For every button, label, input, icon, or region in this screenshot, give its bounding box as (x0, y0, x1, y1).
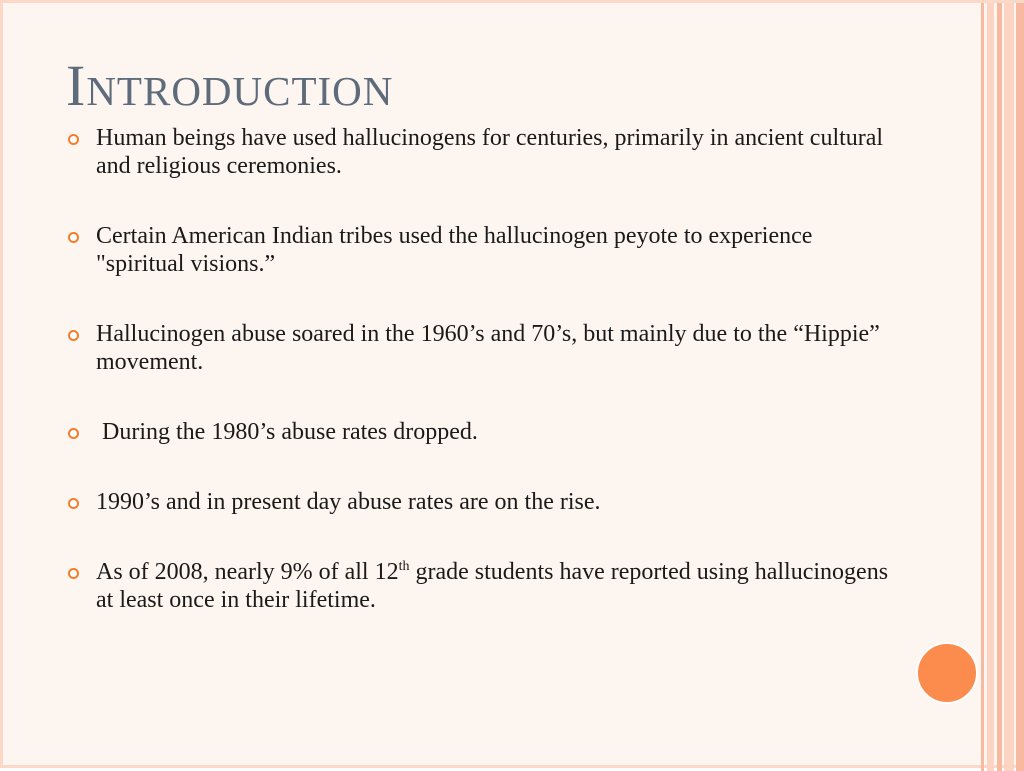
ordinal-superscript: th (398, 559, 410, 574)
bullet-text: Human beings have used hallucinogens for centuries, primarily in ancient cultural and religious ceremonies. (96, 125, 884, 179)
bullet-circle-icon (68, 330, 79, 341)
bullet-text-after: grade students have reported using hallucinogens at least once in their lifetime. (96, 559, 889, 613)
bullet-item (66, 488, 896, 516)
bullet-text: 1990’s and in present day abuse rates are on the rise. (96, 489, 601, 515)
decorative-stripes (978, 3, 1024, 771)
bullet-circle-icon (68, 428, 79, 439)
bullet-item (66, 418, 896, 446)
bullet-text: Hallucinogen abuse soared in the 1960’s and 70’s, but mainly due to the “Hippie” movement. (96, 321, 880, 375)
bullet-circle-icon (68, 568, 79, 579)
decorative-stripe (997, 3, 1002, 771)
decorative-circle (916, 642, 978, 704)
bullet-item (66, 558, 896, 614)
bullet-item (66, 320, 896, 376)
decorative-stripe (1016, 3, 1024, 771)
bullet-text-before: As of 2008, nearly 9% of all 12 (96, 559, 399, 585)
bullet-circle-icon (68, 134, 79, 145)
bullet-text: Certain American Indian tribes used the hallucinogen peyote to experience "spiritual visions.” (96, 223, 813, 277)
bullet-list (66, 124, 896, 656)
bullet-item (66, 222, 896, 278)
bullet-item (66, 124, 896, 180)
slide-title: Introduction (66, 53, 394, 118)
bullet-text (96, 559, 888, 613)
decorative-stripe (1004, 3, 1014, 771)
bullet-circle-icon (68, 232, 79, 243)
bullet-text: During the 1980’s abuse rates dropped. (96, 419, 478, 445)
bullet-circle-icon (68, 498, 79, 509)
decorative-stripe (987, 3, 994, 771)
decorative-stripe (981, 3, 984, 771)
